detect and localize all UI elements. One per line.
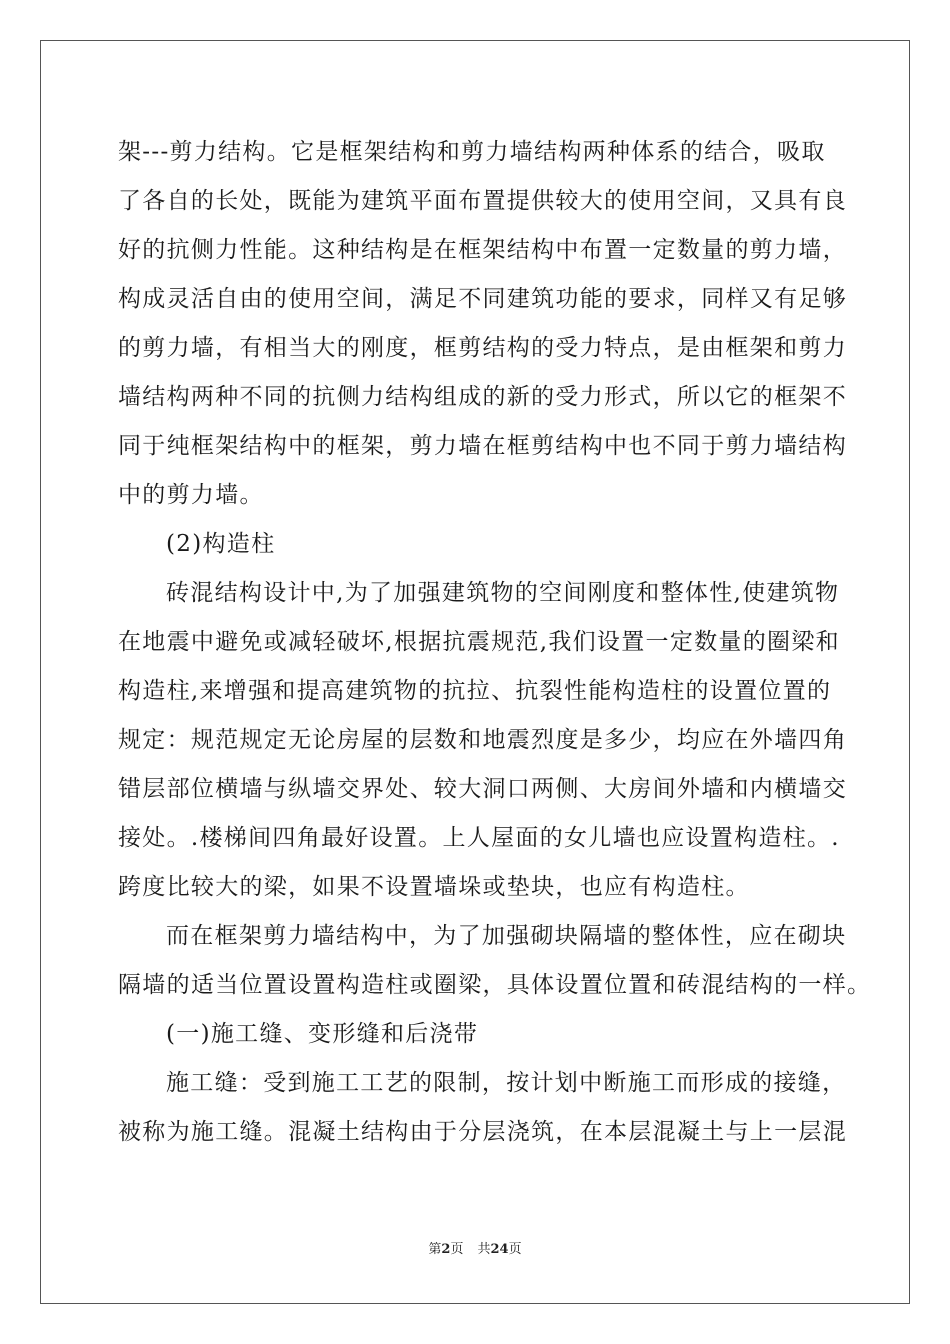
section-heading: (一)施工缝、变形缝和后浇带 bbox=[166, 1021, 479, 1047]
text-line: 而在框架剪力墙结构中，为了加强砌块隔墙的整体性，应在砌块 bbox=[166, 923, 847, 949]
current-page-number: 2 bbox=[441, 1242, 451, 1257]
text-line: 中的剪力墙。 bbox=[118, 482, 264, 508]
text-line: 的剪力墙，有相当大的刚度，框剪结构的受力特点，是由框架和剪力 bbox=[118, 335, 847, 361]
text-line: 在地震中避免或减轻破坏,根据抗震规范,我们设置一定数量的圈梁和 bbox=[118, 629, 840, 655]
text-line: 施工缝：受到施工工艺的限制，按计划中断施工而形成的接缝， bbox=[166, 1070, 847, 1096]
text-line: 同于纯框架结构中的框架，剪力墙在框剪结构中也不同于剪力墙结构 bbox=[118, 433, 847, 459]
text-line: 好的抗侧力性能。这种结构是在框架结构中布置一定数量的剪力墙， bbox=[118, 237, 847, 263]
text-line: 跨度比较大的梁，如果不设置墙垛或垫块，也应有构造柱。 bbox=[118, 874, 750, 900]
page-prefix: 第 bbox=[428, 1242, 442, 1257]
text-line: 构造柱,来增强和提高建筑物的抗拉、抗裂性能构造柱的设置位置的 bbox=[118, 678, 832, 704]
text-line: 规定：规范规定无论房屋的层数和地震烈度是多少，均应在外墙四角 bbox=[118, 727, 847, 753]
total-prefix: 共 bbox=[477, 1242, 491, 1257]
text-line: 构成灵活自由的使用空间，满足不同建筑功能的要求，同样又有足够 bbox=[118, 286, 847, 312]
total-pages-number: 24 bbox=[490, 1242, 509, 1257]
page-suffix: 页 bbox=[450, 1242, 464, 1257]
document-body bbox=[118, 128, 872, 1157]
section-heading: (2)构造柱 bbox=[166, 531, 276, 557]
text-line: 接处。.楼梯间四角最好设置。上人屋面的女儿墙也应设置构造柱。. bbox=[118, 825, 840, 851]
text-line: 架---剪力结构。它是框架结构和剪力墙结构两种体系的结合，吸取 bbox=[118, 139, 826, 165]
text-line: 错层部位横墙与纵墙交界处、较大洞口两侧、大房间外墙和内横墙交 bbox=[118, 776, 847, 802]
total-suffix: 页 bbox=[508, 1242, 522, 1257]
text-line: 隔墙的适当位置设置构造柱或圈梁，具体设置位置和砖混结构的一样。 bbox=[118, 972, 872, 998]
text-line: 被称为施工缝。混凝土结构由于分层浇筑，在本层混凝土与上一层混 bbox=[118, 1119, 847, 1145]
text-line: 墙结构两种不同的抗侧力结构组成的新的受力形式，所以它的框架不 bbox=[118, 384, 847, 410]
page-footer bbox=[0, 1238, 950, 1257]
text-line: 了各自的长处，既能为建筑平面布置提供较大的使用空间，又具有良 bbox=[118, 188, 847, 214]
text-line: 砖混结构设计中,为了加强建筑物的空间刚度和整体性,使建筑物 bbox=[166, 580, 840, 606]
